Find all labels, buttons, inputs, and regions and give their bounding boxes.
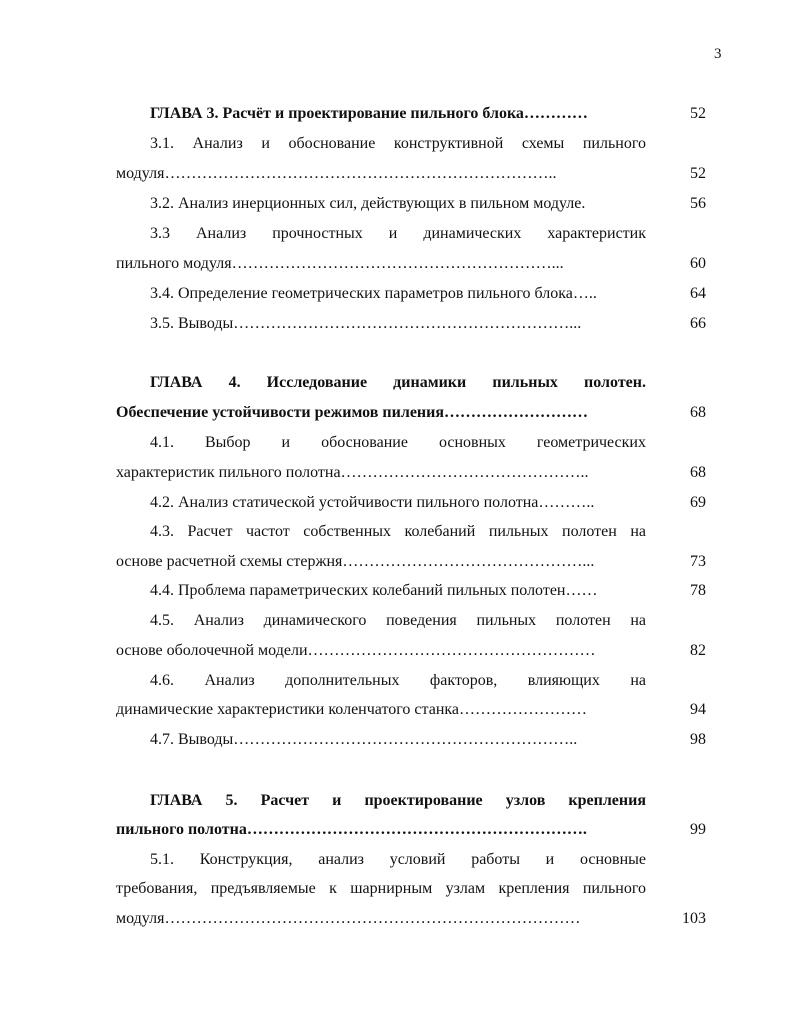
- section-5-1-line1: 5.1. Конструкция, анализ условий работы и основные: [150, 851, 646, 868]
- section-5-1-line3: модуля……………………………………………………………………: [116, 910, 581, 927]
- chapter-4-page: 68: [690, 404, 706, 421]
- section-4-4: 4.4. Проблема параметрических колебаний пильных полотен……: [150, 582, 598, 599]
- section-4-2-page: 69: [690, 494, 706, 511]
- section-4-1-page: 68: [690, 464, 706, 481]
- section-4-5-page: 82: [690, 642, 706, 659]
- section-4-3-line1: 4.3. Расчет частот собственных колебаний пильных полотен на: [150, 523, 646, 540]
- section-4-6-line2: динамические характеристики коленчатого станка……………………: [116, 701, 588, 718]
- section-3-3-line1: 3.3 Анализ прочностных и динамических характеристик: [150, 225, 646, 242]
- chapter-3-page: 52: [690, 105, 706, 122]
- section-4-7-page: 98: [690, 731, 706, 748]
- section-4-1-line1: 4.1. Выбор и обоснование основных геометрических: [150, 434, 646, 451]
- section-4-1-line2: характеристик пильного полотна………………………………………..: [116, 464, 589, 481]
- section-4-5-line2: основе оболочечной модели………………………………………………: [116, 642, 596, 659]
- chapter-4-title-line2: Обеспечение устойчивости режимов пиления………………………: [116, 404, 589, 421]
- section-4-6-page: 94: [690, 701, 706, 718]
- section-3-4: 3.4. Определение геометрических параметров пильного блока…..: [150, 285, 597, 302]
- section-4-3-line2: основе расчетной схемы стержня………………………………………...: [116, 553, 595, 570]
- section-4-4-page: 78: [690, 582, 706, 599]
- section-4-3-page: 73: [690, 553, 706, 570]
- section-3-3-line2: пильного модуля……………………………………………………...: [116, 255, 564, 272]
- section-4-6-line1: 4.6. Анализ дополнительных факторов, влияющих на: [150, 672, 646, 689]
- chapter-4-title-line1: ГЛАВА 4. Исследование динамики пильных полотен.: [150, 374, 646, 391]
- section-3-2-page: 56: [690, 195, 706, 212]
- section-3-1-page: 52: [690, 165, 706, 182]
- section-5-1-page: 103: [682, 910, 706, 927]
- section-3-3-page: 60: [690, 255, 706, 272]
- chapter-5-title-line1: ГЛАВА 5. Расчет и проектирование узлов крепления: [150, 792, 646, 809]
- section-5-1-line2: требования, предъявляемые к шарнирным узлам крепления пильного: [116, 880, 646, 897]
- chapter-5-page: 99: [690, 821, 706, 838]
- page-number: 3: [714, 46, 722, 62]
- section-3-1-line2: модуля………………………………………………………………..: [116, 165, 557, 182]
- section-3-5: 3.5. Выводы………………………………………………………...: [150, 315, 582, 332]
- chapter-3-title: ГЛАВА 3. Расчёт и проектирование пильного блока…………: [150, 105, 588, 122]
- section-4-7: 4.7. Выводы………………………………………………………..: [150, 731, 578, 748]
- section-4-5-line1: 4.5. Анализ динамического поведения пильных полотен на: [150, 612, 646, 629]
- section-3-4-page: 64: [690, 285, 706, 302]
- section-3-2: 3.2. Анализ инерционных сил, действующих в пильном модуле.: [150, 195, 586, 212]
- chapter-5-title-line2: пильного полотна……………………………………………………….: [116, 821, 587, 838]
- section-3-5-page: 66: [690, 315, 706, 332]
- section-3-1-line1: 3.1. Анализ и обоснование конструктивной схемы пильного: [150, 135, 646, 152]
- section-4-2: 4.2. Анализ статической устойчивости пильного полотна………..: [150, 494, 595, 511]
